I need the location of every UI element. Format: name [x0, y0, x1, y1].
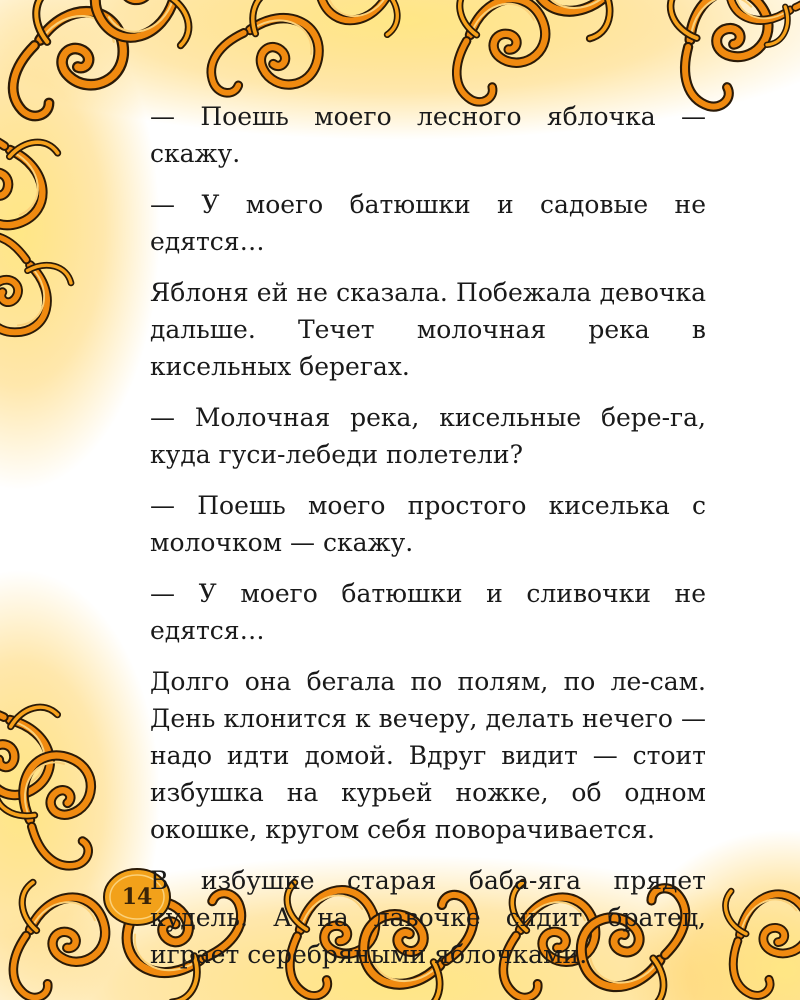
paragraph: Яблоня ей не сказала. Побежала девочка дальше. Течет молочная река в кисельных берегах. [150, 278, 706, 381]
paragraph: — Поешь моего лесного яблочка — скажу. [150, 102, 706, 168]
paragraph: — У моего батюшки и сливочки не едятся… [150, 579, 706, 645]
paragraph: — Поешь моего простого киселька с молочком — скажу. [150, 491, 706, 557]
paragraph: Долго она бегала по полям, по ле-сам. День клонится к вечеру, делать нечего — надо идти домой. Вдруг видит — стоит избушка на курьей ножке, об одном окошке, кругом себя поворачивается. [150, 667, 706, 844]
page-number: 14 [121, 884, 153, 910]
paragraph: — У моего батюшки и садовые не едятся… [150, 190, 706, 256]
paragraph: В избушке старая баба-яга прядет кудель. А на лавочке сидит братец, играет серебряными яблочками. [150, 866, 706, 969]
story-text [150, 98, 706, 987]
paragraph: — Молочная река, кисельные бере-га, куда гуси-лебеди полетели? [150, 403, 706, 469]
